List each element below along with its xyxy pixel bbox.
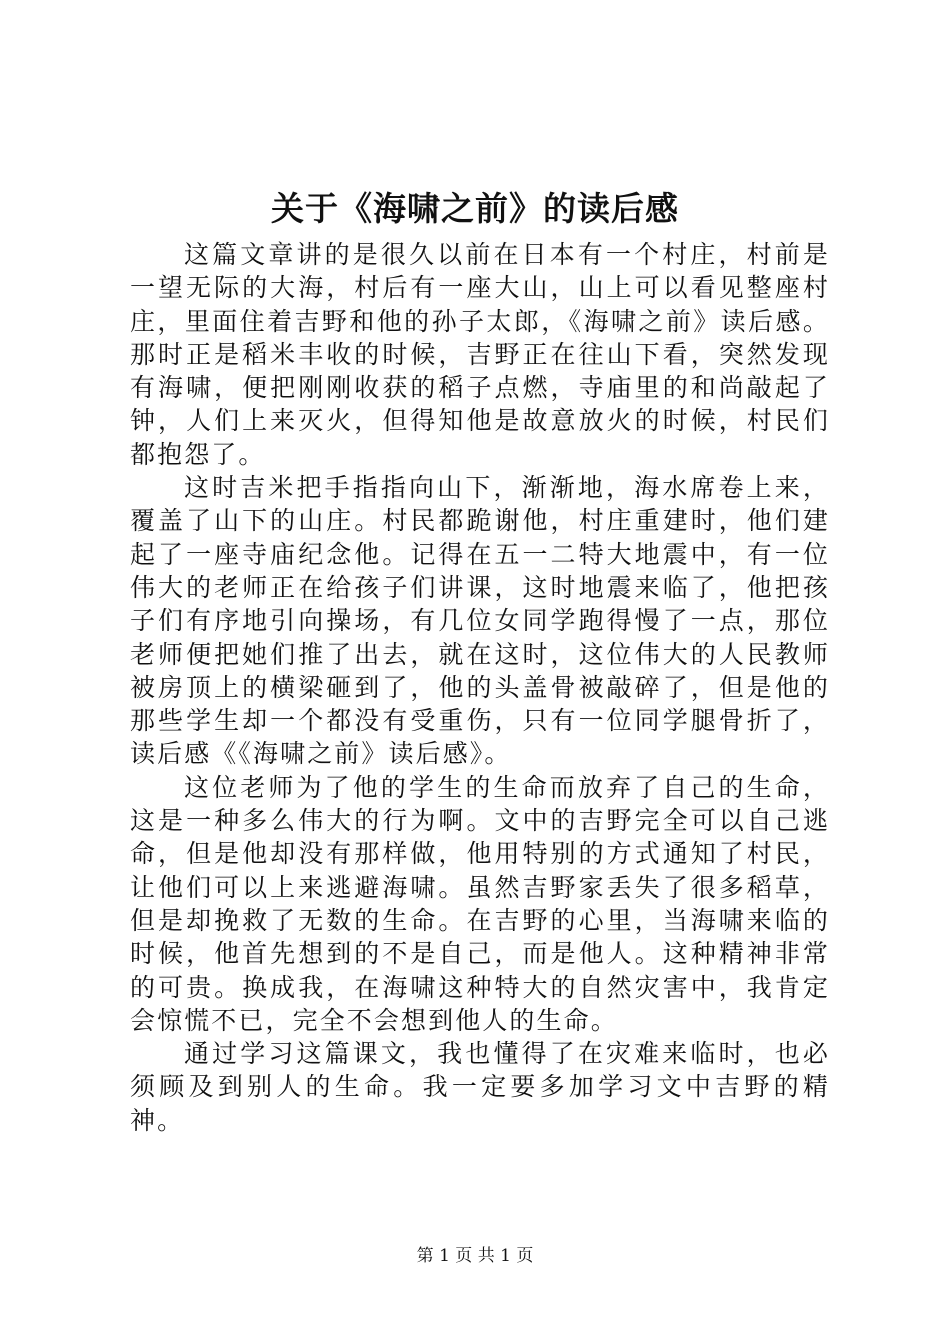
page-footer: 第 1 页 共 1 页 bbox=[416, 1246, 534, 1266]
document-body bbox=[130, 238, 830, 1137]
paragraph-3: 这位老师为了他的学生的生命而放弃了自己的生命，这是一种多么伟大的行为啊。文中的吉野完全可以自己逃命，但是他却没有那样做，他用特别的方式通知了村民，让他们可以上来逃避海啸。虽然吉野家丢失了很多稻草，但是却挽救了无数的生命。在吉野的心里，当海啸来临的时候，他首先想到的不是自己，而是他人。这种精神非常的可贵。换成我，在海啸这种特大的自然灾害中，我肯定会惊慌不已，完全不会想到他人的生命。 bbox=[130, 772, 830, 1035]
document-title: 关于《海啸之前》的读后感 bbox=[271, 189, 679, 228]
paragraph-1: 这篇文章讲的是很久以前在日本有一个村庄，村前是一望无际的大海，村后有一座大山，山上可以看见整座村庄，里面住着吉野和他的孙子太郎，《海啸之前》读后感。那时正是稻米丰收的时候，吉野正在往山下看，突然发现有海啸，便把刚刚收获的稻子点燃，寺庙里的和尚敲起了钟，人们上来灭火，但得知他是故意放火的时候，村民们都抱怨了。 bbox=[130, 240, 830, 469]
paragraph-4: 通过学习这篇课文，我也懂得了在灾难来临时，也必须顾及到别人的生命。我一定要多加学习文中吉野的精神。 bbox=[130, 1039, 830, 1135]
paragraph-2: 这时吉米把手指指向山下，渐渐地，海水席卷上来，覆盖了山下的山庄。村民都跪谢他，村庄重建时，他们建起了一座寺庙纪念他。记得在五一二特大地震中，有一位伟大的老师正在给孩子们讲课，这时地震来临了，他把孩子们有序地引向操场，有几位女同学跑得慢了一点，那位老师便把她们推了出去，就在这时，这位伟大的人民教师被房顶上的横梁砸到了，他的头盖骨被敲碎了，但是他的那些学生却一个都没有受重伤，只有一位同学腿骨折了，读后感《《海啸之前》读后感》。 bbox=[130, 473, 830, 769]
